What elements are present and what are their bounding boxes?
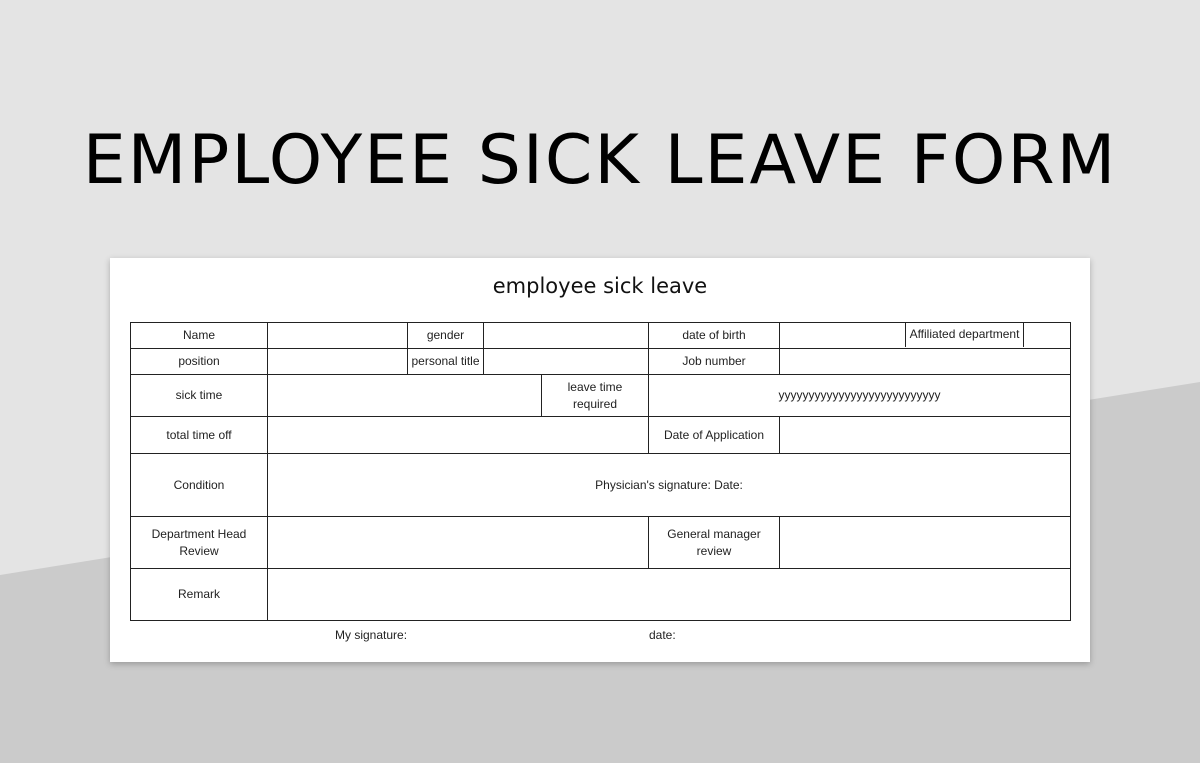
total-time-off-field[interactable] [268,417,649,454]
name-label: Name [131,323,268,349]
table-row [131,375,1071,417]
table-row [131,569,1071,621]
remark-field[interactable] [268,569,1071,621]
page-heading: EMPLOYEE SICK LEAVE FORM [82,121,1118,200]
job-number-label: Job number [649,349,780,375]
general-manager-review-label: General manager review [649,517,780,569]
position-label: position [131,349,268,375]
date-of-application-field[interactable] [780,417,1071,454]
department-head-review-label: Department Head Review [131,517,268,569]
personal-title-field[interactable] [484,349,649,375]
table-row [131,349,1071,375]
date-of-birth-label: date of birth [649,323,780,349]
table-row [131,454,1071,517]
sick-time-field[interactable] [268,375,542,417]
affiliated-department-label: Affiliated department [905,323,1024,348]
leave-date-field[interactable]: yyyyyyyyyyyyyyyyyyyyyyyyyyy [649,375,1071,417]
table-row [131,323,1071,349]
footer-date-label: date: [649,628,676,642]
table-row [131,517,1071,569]
position-field[interactable] [268,349,408,375]
gender-field[interactable] [484,323,649,349]
gender-label: gender [408,323,484,349]
department-head-review-field[interactable] [268,517,649,569]
date-of-application-label: Date of Application [649,417,780,454]
form-sheet [110,258,1090,662]
table-row [131,417,1071,454]
form-title: employee sick leave [492,274,708,298]
my-signature-label: My signature: [335,628,408,642]
job-number-field[interactable] [780,349,1071,375]
condition-label: Condition [131,454,268,517]
sick-time-label: sick time [131,375,268,417]
physician-signature-field[interactable]: Physician's signature: Date: [268,454,1071,517]
general-manager-review-field[interactable] [780,517,1071,569]
date-of-birth-field[interactable] [780,323,1071,349]
sick-leave-table [130,322,1071,621]
name-field[interactable] [268,323,408,349]
total-time-off-label: total time off [131,417,268,454]
leave-time-required-label: leave time required [542,375,649,417]
personal-title-label: personal title [408,349,484,375]
remark-label: Remark [131,569,268,621]
